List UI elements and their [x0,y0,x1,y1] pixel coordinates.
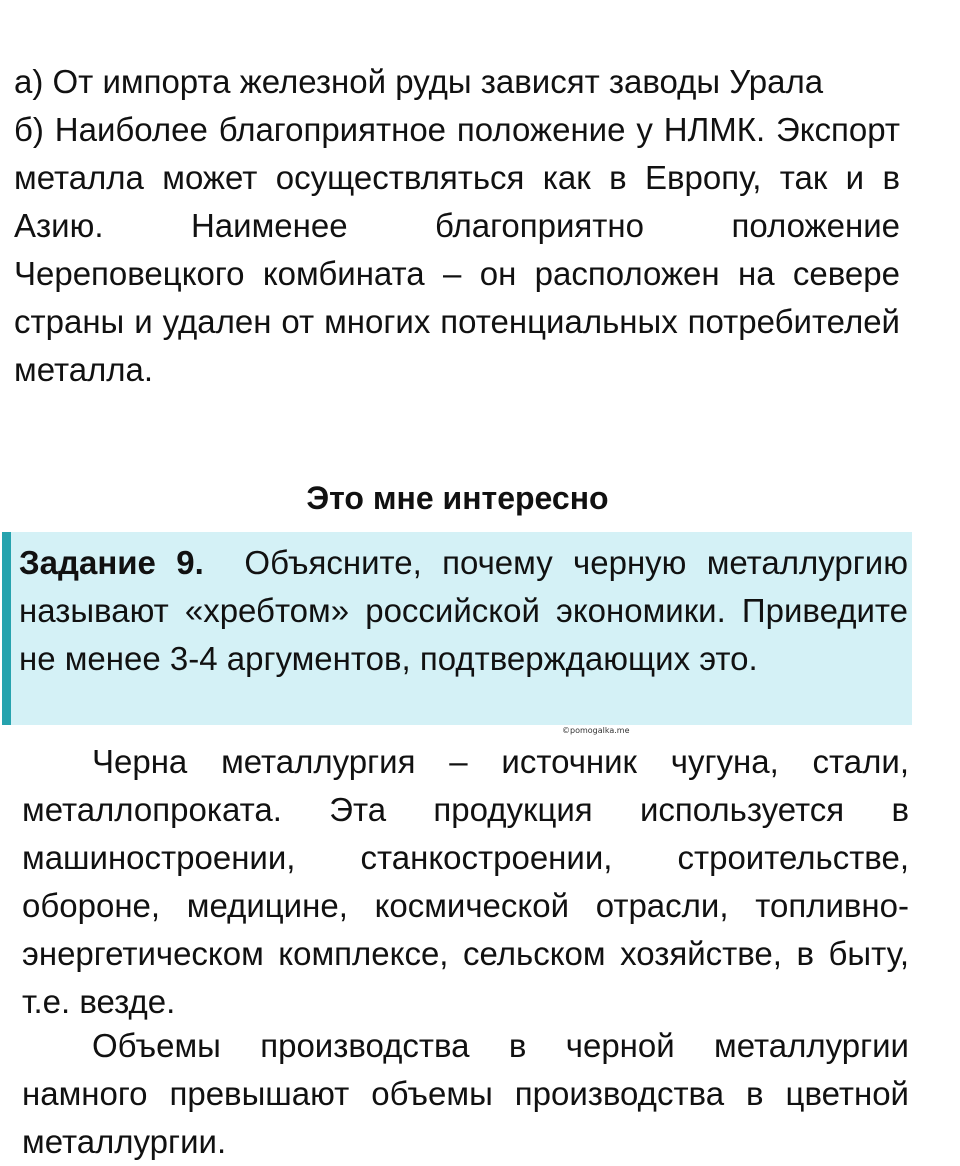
answer-paragraph-1: Черна металлургия – источник чугуна, стали, металлопроката. Эта продукция используется в машиностроении, станкостроении, строительстве, обороне, медицине, космической отрасли, топливно-энергетическом комплексе, сельском хозяйстве, в быту, т.е. везде. [22,743,909,1020]
answer-line-a: а) От импорта железной руды зависят заводы Урала [14,63,824,100]
task-label: Задание 9. [19,544,204,581]
task-text [19,539,908,683]
section-heading: Это мне интересно [306,480,609,516]
intro-answer-block [14,58,900,394]
task-box [2,532,912,725]
task-question: Объясните, почему черную металлургию называют «хребтом» российской экономики. Приведите не менее 3-4 аргументов, подтверждающих это. [19,544,908,677]
watermark: ©pomogalka.me [562,726,630,735]
answer-paragraph-2: Объемы производства в черной металлургии намного превышают объемы производства в цветной металлургии. [22,1027,909,1160]
answer-line-b: б) Наиболее благоприятное положение у НЛМК. Экспорт металла может осуществляться как в Европу, так и в Азию. Наименее благоприятно положение Череповецкого комбината – он расположен на севере страны и удален от многих потенциальных потребителей металла. [14,111,900,388]
